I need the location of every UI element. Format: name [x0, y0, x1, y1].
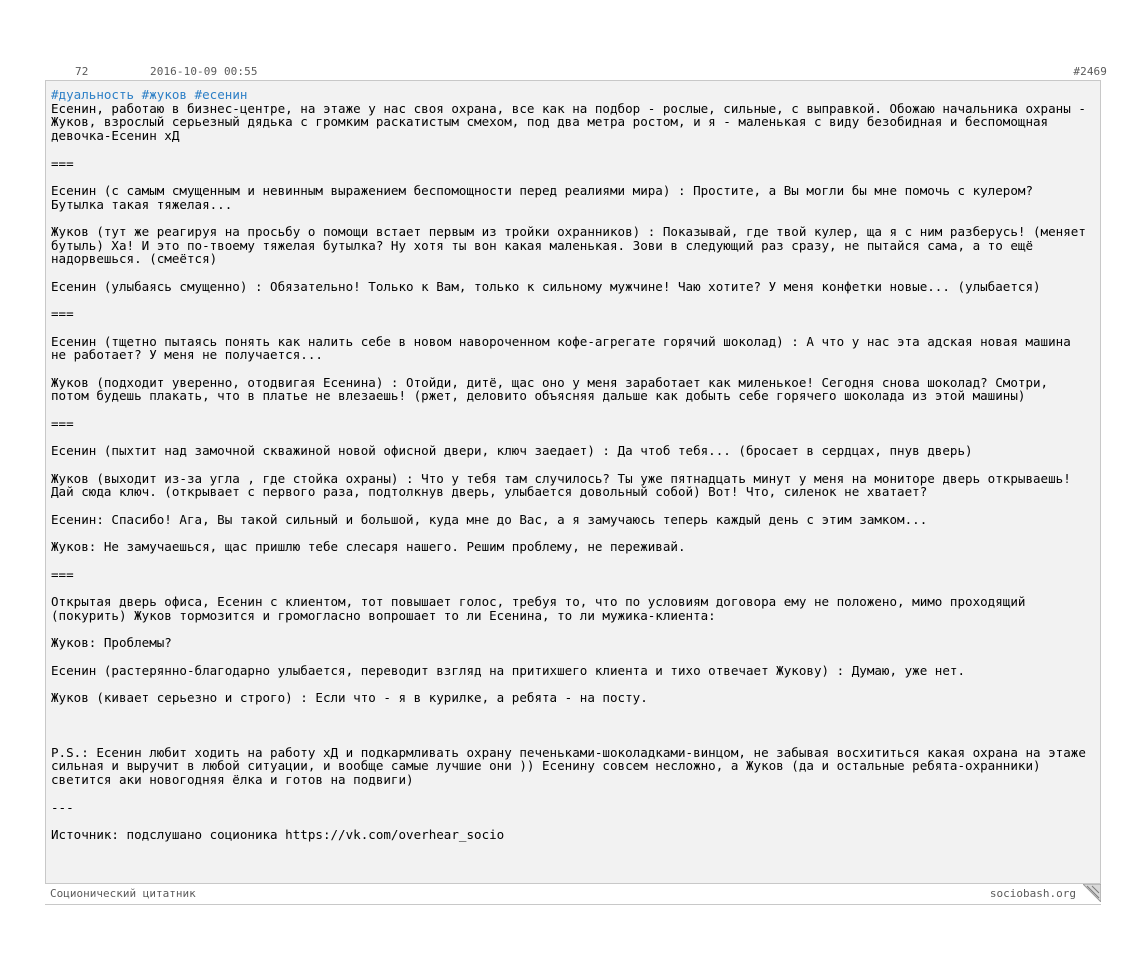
quote-header [45, 62, 1107, 80]
quote-text: Есенин, работаю в бизнес-центре, на этаже у нас своя охрана, все как на подбор - рослые, сильные, с выправкой. Обожаю начальника охраны - Жуков, взрослый серьезный дядька с громким раскатистым смехом, под два метра ростом, и я - маленькая с виду безобидная и беспомощная девочка-Есенин хД === Есенин (с самым смущенным и невинным выражением беспомощности перед реалиями мира) : Простите, а Вы могли бы мне помочь с кулером? Бутылка такая тяжелая... Жуков (тут же реагируя на просьбу о помощи встает первым из тройки охранников) : Показывай, где твой кулер, ща я с ним разберусь! (меняет бутыль) Ха! И это по-твоему тяжелая бутылка? Ну хотя ты вон какая маленькая. Зови в следующий раз сразу, не пытайся сама, а то ещё надорвешься. (смеётся) Есенин (улыбаясь смущенно) : Обязательно! Только к Вам, только к сильному мужчине! Чаю хотите? У меня конфетки новые... (улыбается) === Есенин (тщетно пытаясь понять как налить себе в новом навороченном кофе-агрегате горячий шоколад) : А что у нас эта адская новая машина не работает? У меня не получается... Жуков (подходит уверенно, отодвигая Есенина) : Отойди, дитё, щас оно у меня заработает как миленькое! Сегодня снова шоколад? Смотри, потом будешь плакать, что в платье не влезаешь! (ржет, деловито объясняя дальше как добыть себе горячего шоколада из этой машины) === Есенин (пыхтит над замочной скважиной новой офисной двери, ключ заедает) : Да чтоб тебя... (бросает в сердцах, пнув дверь) Жуков (выходит из-за угла , где стойка охраны) : Что у тебя там случилось? Ты уже пятнадцать минут у меня на мониторе дверь открываешь! Дай сюда ключ. (открывает с первого раза, подтолкнув дверь, улыбается довольный собой) Вот! Что, силенок не хватает? Есенин: Спасибо! Ага, Вы такой сильный и большой, куда мне до Вас, а я замучаюсь теперь каждый день с этим замком... Жуков: Не замучаешься, щас пришлю тебе слесаря нашего. Решим проблему, не переживай. === Открытая дверь офиса, Есенин с клиентом, тот повышает голос, требуя то, что по условиям договора ему не положено, мимо проходящий (покурить) Жуков тормозится и громогласно вопрошает то ли Есенина, то ли мужика-клиента: Жуков: Проблемы? Есенин (растерянно-благодарно улыбается, переводит взгляд на притихшего клиента и тихо отвечает Жукову) : Думаю, уже нет. Жуков (кивает серьезно и строго) : Если что - я в курилке, а ребята - на посту. P.S.: Есенин любит ходить на работу хД и подкармливать охрану печеньками-шоколадками-винцом, не забывая восхититься какая охрана на этаже сильная и выручит в любой ситуации, и вообще самые лучшие они )) Есенину совсем несложно, а Жуков (да и остальные ребята-охранники) светится аки новогодняя ёлка и готов на подвиги) --- Источник: подслушано соционика https://vk.com/overhear_socio [51, 100, 1086, 842]
quote-id-link[interactable]: #2469 [1073, 65, 1107, 78]
quote-card [45, 62, 1107, 905]
tag-list [51, 88, 1091, 102]
site-label[interactable]: sociobash.org [989, 887, 1076, 900]
quote-footer [45, 884, 1101, 905]
source-label[interactable]: Соционический цитатник [50, 887, 196, 900]
tag-dualnost[interactable]: #дуальность [51, 87, 135, 102]
tag-esenin[interactable]: #есенин [194, 87, 248, 102]
tag-zhukov[interactable]: #жуков [141, 87, 187, 102]
quote-date: 2016-10-09 00:55 [150, 65, 258, 78]
quote-body [45, 80, 1101, 884]
quote-rating[interactable]: 72 [75, 65, 89, 78]
expand-corner-icon[interactable] [1083, 884, 1101, 902]
